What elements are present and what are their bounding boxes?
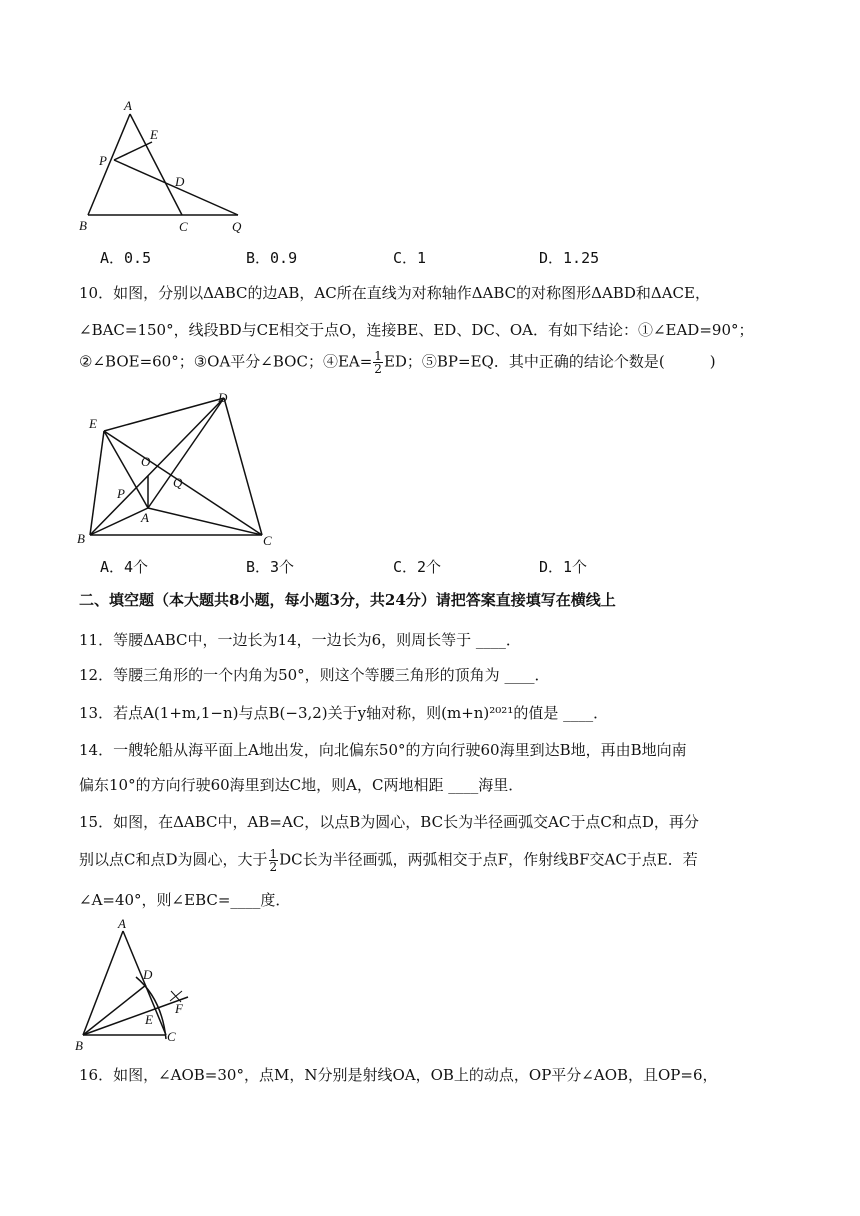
label-A: A [141, 510, 149, 525]
q9-option-b: B．0.9 [246, 249, 298, 267]
fraction-numerator: 1 [374, 349, 382, 363]
label-C: C [263, 533, 272, 548]
label-P: P [99, 153, 107, 168]
q10-line-2: ∠BAC=150°，线段BD与CE相交于点O，连接BE、ED、DC、OA．有如下结论：①∠EAD=90°； [79, 321, 754, 339]
label-E: E [89, 416, 97, 431]
q15-line-2a: 别以点C和点D为圆心，大于 [79, 850, 268, 869]
label-E: E [150, 127, 158, 142]
label-B: B [77, 531, 85, 546]
label-A: A [118, 916, 126, 931]
q15-line-1: 15．如图，在ΔABC中，AB=AC，以点B为圆心，BC长为半径画弧交AC于点C和点D，再分 [79, 813, 699, 831]
q10-line-3b: ED；⑤BP=EQ．其中正确的结论个数是( ) [383, 352, 716, 371]
q10-line-1: 10．如图，分别以ΔABC的边AB，AC所在直线为对称轴作ΔABC的对称图形ΔABD和ΔACE， [79, 284, 710, 302]
label-B: B [79, 218, 87, 233]
q10-option-a: A．4个 [100, 558, 149, 576]
label-C: C [167, 1029, 176, 1044]
label-D: D [218, 390, 228, 405]
q9-option-a: A．0.5 [100, 249, 152, 267]
label-B: B [75, 1038, 83, 1053]
q16-text: 16．如图，∠AOB=30°，点M，N分别是射线OA，OB上的动点，OP平分∠AOB，且OP=6， [79, 1066, 718, 1084]
label-E: E [145, 1012, 153, 1027]
section-2-heading: 二、填空题（本大题共8小题，每小题3分，共24分）请把答案直接填写在横线上 [79, 591, 616, 609]
q10-line-3a: ②∠BOE=60°；③OA平分∠BOC；④EA= [79, 352, 373, 371]
q10-option-d: D．1个 [539, 558, 588, 576]
q15-line-2b: DC长为半径画弧，两弧相交于点F，作射线BF交AC于点E．若 [279, 850, 698, 869]
q10-option-c: C．2个 [393, 558, 442, 576]
q10-line-3 [79, 350, 716, 375]
label-D: D [175, 174, 185, 189]
q12-text: 12．等腰三角形的一个内角为50°，则这个等腰三角形的顶角为 ____． [79, 666, 550, 684]
q11-text: 11．等腰ΔABC中，一边长为14，一边长为6，则周长等于 ____． [79, 631, 521, 649]
figure-q15 [70, 915, 200, 1055]
q14-line-1: 14．一艘轮船从海平面上A地出发，向北偏东50°的方向行驶60海里到达B地，再由B地向南 [79, 741, 687, 759]
figure-q9 [70, 100, 260, 240]
fraction-numerator: 1 [269, 847, 278, 861]
q15-line-2 [79, 848, 698, 873]
q13-text: 13．若点A(1+m,1−n)与点B(−3,2)关于y轴对称，则(m+n)²⁰²¹的值是 ____． [79, 704, 609, 722]
label-O: O [141, 454, 151, 469]
q15-line-3: ∠A=40°，则∠EBC=____度． [79, 891, 291, 909]
figure-q10 [70, 388, 290, 548]
label-D: D [143, 967, 153, 982]
fraction-half [269, 848, 279, 873]
label-A: A [124, 98, 132, 113]
q10-option-b: B．3个 [246, 558, 295, 576]
label-Q: Q [232, 219, 242, 234]
fraction-half [373, 350, 383, 375]
q9-option-d: D．1.25 [539, 249, 600, 267]
q9-option-c: C．1 [393, 249, 427, 267]
label-P: P [117, 486, 125, 501]
label-F: F [175, 1001, 183, 1016]
label-Q: Q [173, 475, 183, 490]
fraction-denominator: 2 [374, 362, 382, 376]
label-C: C [179, 219, 188, 234]
q14-line-2: 偏东10°的方向行驶60海里到达C地，则A，C两地相距 ____海里． [79, 776, 524, 794]
fraction-denominator: 2 [269, 860, 278, 874]
